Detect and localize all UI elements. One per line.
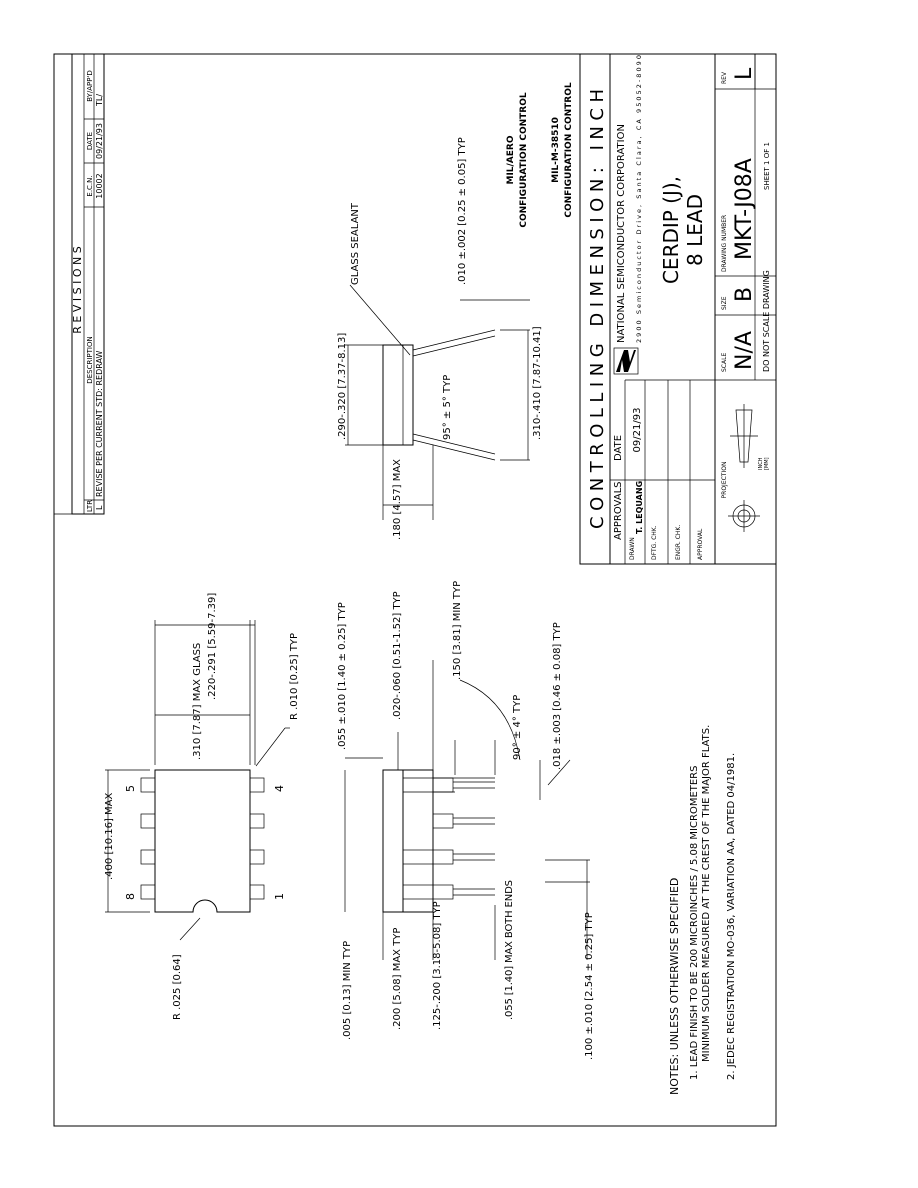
dim-055-both: .055 [1.40] MAX BOTH ENDS — [504, 880, 515, 1020]
revisions-header: R E V I S I O N S — [71, 246, 84, 334]
drawing-number: MKT-J08A — [732, 158, 757, 260]
rev-value: L — [732, 67, 757, 80]
end-view — [345, 285, 530, 520]
title-block — [580, 54, 776, 564]
projection-symbol-icon — [728, 404, 760, 532]
title-line1: CERDIP (J), — [659, 175, 683, 285]
stamp-line1: MIL/AERO — [506, 135, 516, 185]
dim-005: .005 [0.13] MIN TYP — [342, 940, 353, 1040]
dim-400: .400 [10.16] MAX — [104, 792, 115, 880]
dim-90deg: 90° ± 4° TYP — [512, 694, 523, 760]
rev-row-date: 09/21/93 — [95, 123, 104, 159]
rev-row-ltr: L — [95, 505, 104, 510]
drawn-label: DRAWN — [629, 537, 636, 560]
dim-125: .125-.200 [3.18-5.08] TYP — [432, 901, 443, 1030]
rev-col-ecn: E.C.N. — [86, 175, 94, 197]
notes-header: NOTES: UNLESS OTHERWISE SPECIFIED — [668, 877, 681, 1095]
revisions-table — [54, 54, 104, 514]
dim-r010: R .010 [0.25] TYP — [289, 632, 300, 720]
approvals-label: APPROVALS — [613, 481, 624, 540]
company-name: NATIONAL SEMICONDUCTOR CORPORATION — [616, 124, 627, 343]
mil-aero-stamp — [506, 82, 574, 227]
size-label: SIZE — [721, 296, 728, 310]
date-header: DATE — [613, 434, 624, 462]
do-not-scale: DO NOT SCALE DRAWING — [762, 270, 771, 372]
drawn-name: T. LEQUANG — [635, 480, 644, 534]
rev-row-byappd: TL/ — [95, 93, 104, 106]
dim-220: .220-.291 [5.59-7.39] — [207, 592, 218, 700]
dim-200: .200 [5.08] MAX TYP — [392, 927, 403, 1030]
engr-chk: ENGR. CHK. — [675, 524, 682, 560]
glass-sealant-label: GLASS SEALANT — [350, 202, 361, 285]
note-1b: MINIMUM SOLDER MEASURED AT THE CREST OF THE MAJOR FLATS. — [701, 724, 712, 1062]
approval-label: APPROVAL — [697, 528, 704, 560]
drawn-date: 09/21/93 — [632, 407, 643, 453]
dim-150: .150 [3.81] MIN TYP — [452, 580, 463, 680]
rev-col-date: DATE — [86, 131, 94, 151]
dim-310: .310 [7.87] MAX GLASS — [192, 642, 203, 760]
dim-310-410: .310-.410 [7.87-10.41] — [532, 326, 543, 440]
controlling-dimension: CONTROLLING DIMENSION: INCH — [587, 89, 608, 529]
dim-100: .100 ±.010 [2.54 ± 0.25] TYP — [584, 912, 595, 1060]
dim-290: .290-.320 [7.37-8.13] — [337, 332, 348, 440]
inch-label: INCH — [758, 457, 764, 470]
scale-value: N/A — [732, 331, 757, 370]
dim-055-typ: .055 ±.010 [1.40 ± 0.25] TYP — [337, 602, 348, 750]
national-logo-icon — [614, 348, 638, 374]
dim-180: .180 [4.57] MAX — [392, 458, 403, 540]
dim-010: .010 ±.002 [0.25 ± 0.05] TYP — [457, 137, 468, 285]
note-2: 2. JEDEC REGISTRATION MO-036, VARIATION AA, DATED 04/1981. — [726, 752, 737, 1080]
pin5-label: 5 — [124, 785, 137, 792]
dim-r025: R .025 [0.64] — [172, 954, 183, 1020]
note-1a: 1. LEAD FINISH TO BE 200 MICROINCHES / 5.08 MICROMETERS — [689, 765, 700, 1080]
pin4-label: 4 — [273, 785, 286, 792]
rev-col-description: DESCRIPTION — [86, 336, 94, 384]
pin1-label: 1 — [273, 893, 286, 900]
dim-018: .018 ±.003 [0.46 ± 0.08] TYP — [552, 622, 563, 770]
rev-col-ltr: LTR — [86, 499, 94, 512]
stamp-line3: MIL-M-38510 — [551, 117, 561, 183]
dim-020: .020-.060 [0.51-1.52] TYP — [392, 591, 403, 720]
rev-label: REV — [721, 71, 728, 84]
rev-row-description: REVISE PER CURRENT STD: REDRAW — [95, 350, 104, 497]
stamp-line2: CONFIGURATION CONTROL — [519, 92, 529, 228]
title-line2: 8 LEAD — [683, 194, 707, 266]
projection-label: PROJECTION — [721, 461, 728, 499]
drawing-number-label: DRAWING NUMBER — [721, 214, 728, 272]
company-address: 2900 Semiconductor Drive, Santa Clara, CA 95052-8090 — [635, 55, 643, 343]
scale-label: SCALE — [721, 352, 728, 372]
size-value: B — [732, 286, 757, 302]
dftg-chk: DFTG. CHK. — [651, 525, 658, 560]
dim-95deg: 95° ± 5° TYP — [442, 374, 453, 440]
mm-label: [MM] — [764, 457, 770, 470]
rev-row-ecn: 10002 — [95, 173, 104, 199]
rev-col-byappd: BY/APP'D — [86, 70, 94, 102]
stamp-line4: CONFIGURATION CONTROL — [564, 82, 574, 218]
pin8-label: 8 — [124, 893, 137, 900]
sheet-label: SHEET 1 OF 1 — [763, 142, 771, 190]
